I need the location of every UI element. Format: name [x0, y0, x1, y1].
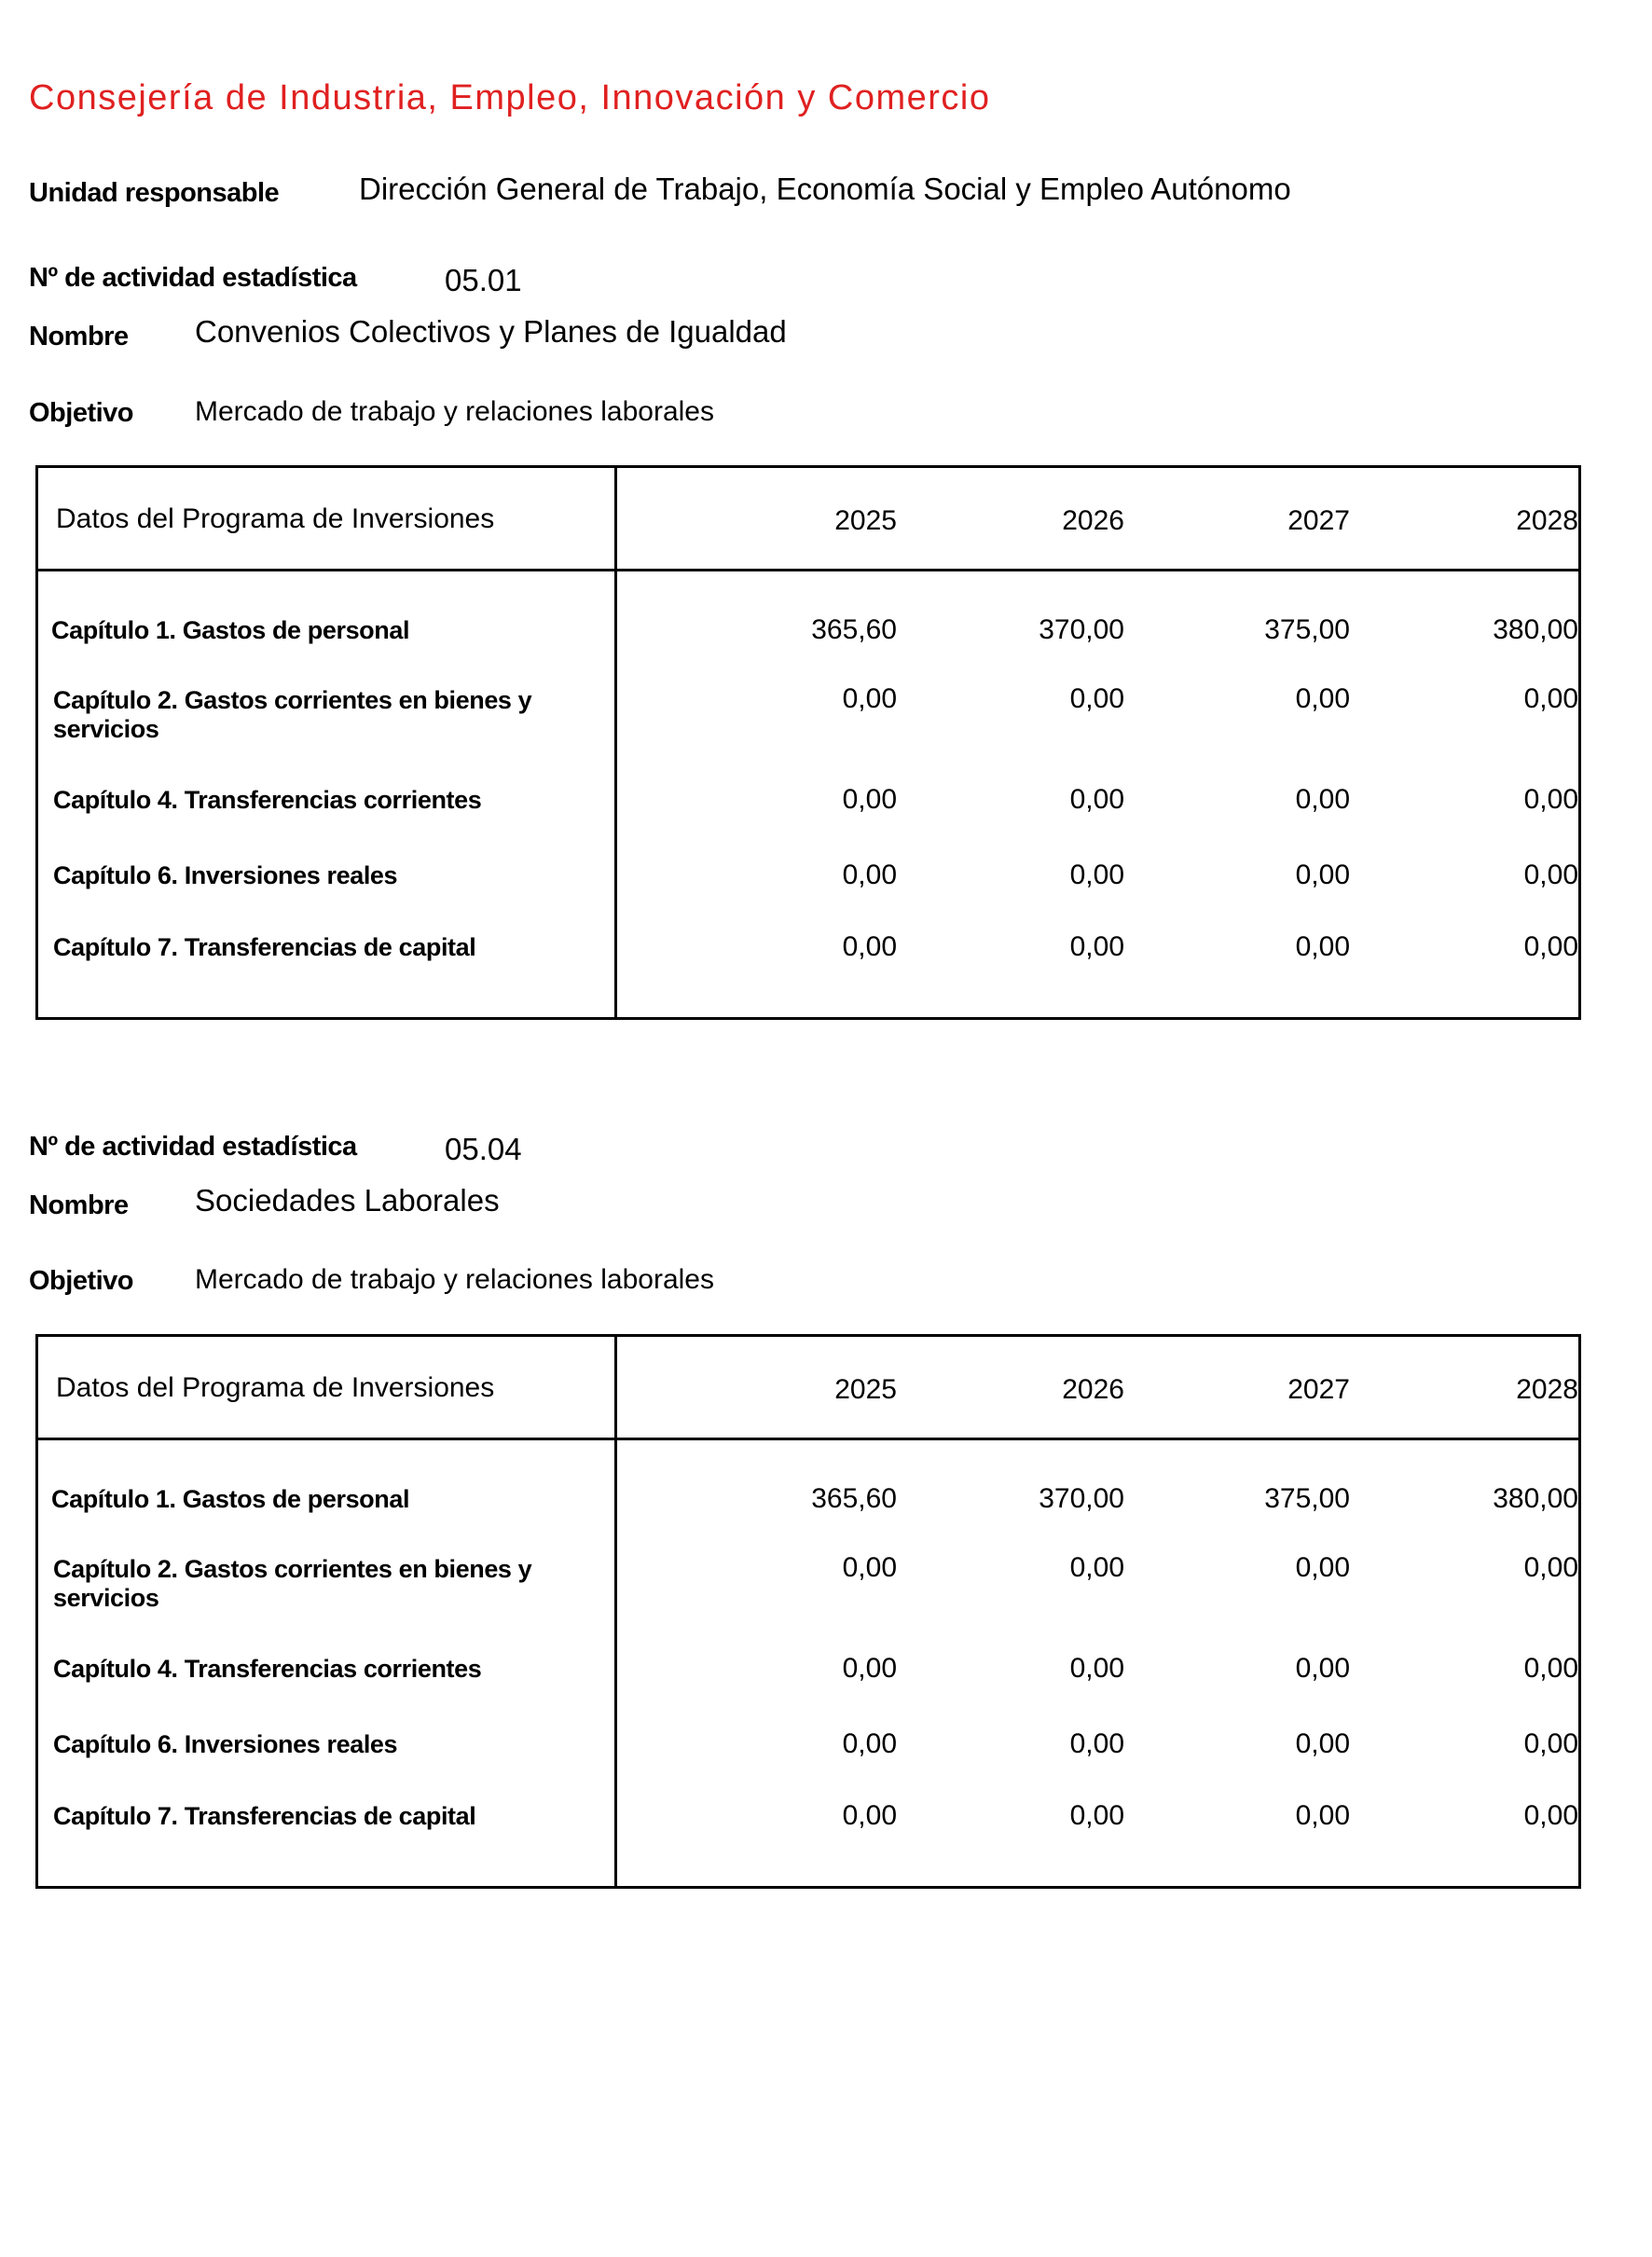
header-divider — [38, 569, 1578, 571]
ministry-title: Consejería de Industria, Empleo, Innovación y Comercio — [29, 78, 991, 117]
investment-table — [35, 1334, 1581, 1889]
table-cell: 370,00 — [1039, 1483, 1124, 1514]
table-cell: 0,00 — [1069, 683, 1124, 714]
row-label: Capítulo 1. Gastos de personal — [51, 616, 410, 644]
table-cell: 0,00 — [1295, 1653, 1350, 1684]
unidad-label: Unidad responsable — [29, 178, 280, 208]
table-cell: 0,00 — [842, 931, 897, 962]
table-cell: 375,00 — [1264, 1483, 1350, 1514]
table-cell: 0,00 — [1069, 860, 1124, 890]
table-cell: 0,00 — [1295, 1800, 1350, 1831]
row-label: Capítulo 1. Gastos de personal — [51, 1485, 410, 1513]
column-divider — [614, 468, 617, 1017]
table-header-title: Datos del Programa de Inversiones — [56, 503, 495, 534]
table-cell: 0,00 — [1069, 1653, 1124, 1684]
row-label: Capítulo 6. Inversiones reales — [53, 861, 398, 889]
activity-number-label: Nº de actividad estadística — [29, 1132, 357, 1162]
activity-number-value: 05.01 — [445, 263, 522, 297]
table-cell: 0,00 — [1523, 931, 1578, 962]
table-cell: 0,00 — [842, 784, 897, 815]
table-cell: 0,00 — [842, 1800, 897, 1831]
table-cell: 375,00 — [1264, 614, 1350, 645]
table-cell: 0,00 — [1069, 784, 1124, 815]
column-divider — [614, 1337, 617, 1886]
year-header: 2028 — [1516, 505, 1578, 536]
table-cell: 0,00 — [1523, 784, 1578, 815]
year-header: 2025 — [834, 1374, 897, 1405]
table-cell: 0,00 — [1523, 683, 1578, 714]
objetivo-label: Objetivo — [29, 1266, 134, 1296]
investment-table — [35, 465, 1581, 1020]
row-label: Capítulo 4. Transferencias corrientes — [53, 786, 482, 814]
table-cell: 0,00 — [1295, 683, 1350, 714]
year-header: 2025 — [834, 505, 897, 536]
table-cell: 365,60 — [811, 614, 897, 645]
table-cell: 0,00 — [1523, 860, 1578, 890]
table-cell: 0,00 — [842, 860, 897, 890]
table-cell: 0,00 — [842, 1728, 897, 1759]
table-cell: 365,60 — [811, 1483, 897, 1514]
year-header: 2027 — [1287, 505, 1350, 536]
nombre-value: Convenios Colectivos y Planes de Igualdad — [195, 314, 787, 349]
table-cell: 0,00 — [1069, 1552, 1124, 1583]
objetivo-value: Mercado de trabajo y relaciones laborales — [195, 1264, 714, 1295]
table-cell: 0,00 — [1295, 784, 1350, 815]
table-cell: 0,00 — [1523, 1728, 1578, 1759]
year-header: 2028 — [1516, 1374, 1578, 1405]
table-cell: 0,00 — [842, 1552, 897, 1583]
table-cell: 0,00 — [1069, 1728, 1124, 1759]
unidad-value: Dirección General de Trabajo, Economía Social y Empleo Autónomo — [359, 172, 1291, 206]
row-label-continuation: servicios — [53, 1584, 159, 1612]
table-cell: 0,00 — [1069, 931, 1124, 962]
table-cell: 0,00 — [842, 683, 897, 714]
objetivo-label: Objetivo — [29, 398, 134, 428]
table-cell: 0,00 — [1295, 931, 1350, 962]
table-cell: 380,00 — [1493, 1483, 1578, 1514]
table-cell: 0,00 — [1295, 1728, 1350, 1759]
table-cell: 380,00 — [1493, 614, 1578, 645]
row-label: Capítulo 4. Transferencias corrientes — [53, 1655, 482, 1683]
row-label: Capítulo 2. Gastos corrientes en bienes y — [53, 686, 532, 714]
table-header-title: Datos del Programa de Inversiones — [56, 1372, 495, 1403]
table-cell: 0,00 — [1295, 860, 1350, 890]
table-cell: 370,00 — [1039, 614, 1124, 645]
nombre-value: Sociedades Laborales — [195, 1183, 500, 1218]
nombre-label: Nombre — [29, 1190, 129, 1220]
activity-number-value: 05.04 — [445, 1132, 522, 1166]
year-header: 2026 — [1062, 1374, 1124, 1405]
objetivo-value: Mercado de trabajo y relaciones laborales — [195, 396, 714, 427]
row-label: Capítulo 2. Gastos corrientes en bienes y — [53, 1555, 532, 1583]
row-label: Capítulo 7. Transferencias de capital — [53, 1802, 476, 1830]
row-label: Capítulo 6. Inversiones reales — [53, 1730, 398, 1758]
nombre-label: Nombre — [29, 322, 129, 351]
table-cell: 0,00 — [1523, 1800, 1578, 1831]
table-cell: 0,00 — [1069, 1800, 1124, 1831]
year-header: 2027 — [1287, 1374, 1350, 1405]
row-label: Capítulo 7. Transferencias de capital — [53, 933, 476, 961]
table-cell: 0,00 — [1523, 1552, 1578, 1583]
header-divider — [38, 1438, 1578, 1440]
table-cell: 0,00 — [842, 1653, 897, 1684]
table-cell: 0,00 — [1523, 1653, 1578, 1684]
year-header: 2026 — [1062, 505, 1124, 536]
table-cell: 0,00 — [1295, 1552, 1350, 1583]
row-label-continuation: servicios — [53, 715, 159, 743]
activity-number-label: Nº de actividad estadística — [29, 263, 357, 293]
